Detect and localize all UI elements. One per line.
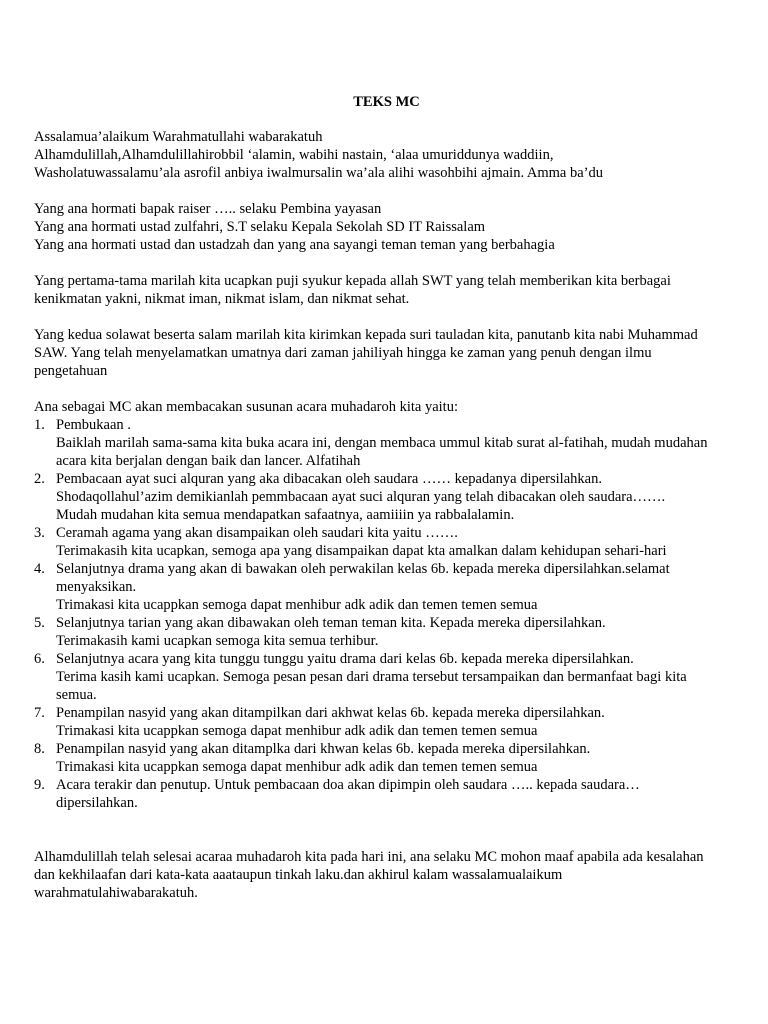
- agenda-item-number: 9.: [34, 777, 45, 793]
- opening-line: Alhamdulillah,Alhamdulillahirobbil ‘alamin, wabihi nastain, ‘alaa umuriddunya waddiin,: [34, 147, 554, 163]
- closing-line: warahmatulahiwabarakatuh.: [34, 885, 198, 901]
- agenda-item-number: 5.: [34, 615, 45, 631]
- agenda-item-line: Ceramah agama yang akan disampaikan oleh saudari kita yaitu …….: [56, 525, 458, 541]
- agenda-item-line: Trimakasi kita ucappkan semoga dapat menhibur adk adik dan temen temen semua: [56, 759, 538, 775]
- agenda-intro-line: Ana sebagai MC akan membacakan susunan acara muhadaroh kita yaitu:: [34, 399, 458, 415]
- agenda-item-number: 7.: [34, 705, 45, 721]
- agenda-item-line: Penampilan nasyid yang akan ditamplka dari khwan kelas 6b. kepada mereka dipersilahkan.: [56, 741, 591, 757]
- greeting-line: Yang ana hormati ustad dan ustadzah dan yang ana sayangi teman teman yang berbahagia: [34, 237, 555, 253]
- agenda-list: [34, 416, 739, 812]
- paragraph-gap: [34, 254, 739, 272]
- paragraph-gap: [34, 182, 739, 200]
- agenda-item-number: 6.: [34, 651, 45, 667]
- agenda-item-line: Pembacaan ayat suci alquran yang aka dibacakan oleh saudara …… kepadanya dipersilahkan.: [56, 471, 602, 487]
- agenda-item-line: Shodaqollahul’azim demikianlah pemmbacaan ayat suci alquran yang telah dibacakan oleh saudara…….: [56, 489, 666, 505]
- agenda-item-line: Selanjutnya tarian yang akan dibawakan oleh teman teman kita. Kepada mereka dipersilahkan.: [56, 615, 606, 631]
- opening-paragraph: [34, 128, 739, 182]
- agenda-item-number: 3.: [34, 525, 45, 541]
- agenda-item-line: Acara terakir dan penutup. Untuk pembacaan doa akan dipimpin oleh saudara ….. kepada saudara…: [56, 777, 640, 793]
- paragraph-line: SAW. Yang telah menyelamatkan umatnya dari zaman jahiliyah hingga ke zaman yang penuh dengan ilmu: [34, 345, 652, 361]
- agenda-item-line: Baiklah marilah sama-sama kita buka acara ini, dengan membaca ummul kitab surat al-fatihah, mudah mudahan: [56, 435, 708, 451]
- paragraph-gap: [34, 308, 739, 326]
- agenda-item-line: acara kita berjalan dengan baik dan lancer. Alfatihah: [56, 453, 361, 469]
- agenda-item-line: semua.: [56, 687, 97, 703]
- paragraph-gap: [34, 380, 739, 398]
- closing-paragraph: [34, 848, 739, 902]
- agenda-item-line: Mudah mudahan kita semua mendapatkan safaatnya, aamiiiin ya rabbalalamin.: [56, 507, 515, 523]
- agenda-item-line: Pembukaan .: [56, 417, 131, 433]
- greeting-line: Yang ana hormati bapak raiser ….. selaku Pembina yayasan: [34, 201, 382, 217]
- closing-line: Alhamdulillah telah selesai acaraa muhadaroh kita pada hari ini, ana selaku MC mohon maaf apabila ada kesalahan: [34, 849, 704, 865]
- first-paragraph: [34, 272, 739, 308]
- greeting-line: Yang ana hormati ustad zulfahri, S.T selaku Kepala Sekolah SD IT Raissalam: [34, 219, 486, 235]
- opening-line: Washolatuwassalamu’ala asrofil anbiya iwalmursalin wa’ala alihi wasohbihi ajmain. Amma ba’du: [34, 165, 603, 181]
- closing-line: dan kekhilaafan dari kata-kata aaataupun tinkah laku.dan akhirul kalam wassalamualaikum: [34, 867, 563, 883]
- paragraph-line: kenikmatan yakni, nikmat iman, nikmat islam, dan nikmat sehat.: [34, 291, 410, 307]
- greetings-paragraph: [34, 200, 739, 254]
- second-paragraph: [34, 326, 739, 380]
- agenda-item: [34, 614, 739, 650]
- agenda-item-line: Terimakasih kami ucapkan semoga kita semua terhibur.: [56, 633, 379, 649]
- agenda-item-line: Trimakasi kita ucappkan semoga dapat menhibur adk adik dan temen temen semua: [56, 597, 538, 613]
- agenda-item-line: Selanjutnya drama yang akan di bawakan oleh perwakilan kelas 6b. kepada mereka dipersilahkan.selamat: [56, 561, 670, 577]
- agenda-item: [34, 524, 739, 560]
- paragraph-line: pengetahuan: [34, 363, 108, 379]
- agenda-item: [34, 704, 739, 740]
- agenda-item-line: Terimakasih kita ucapkan, semoga apa yang disampaikan dapat kta amalkan dalam kehidupan sehari-hari: [56, 543, 667, 559]
- agenda-item-line: dipersilahkan.: [56, 795, 138, 811]
- agenda-item-line: Terima kasih kami ucapkan. Semoga pesan pesan dari drama tersebut tersampaikan dan bermanfaat bagi kita: [56, 669, 687, 685]
- agenda-item-line: Selanjutnya acara yang kita tunggu tunggu yaitu drama dari kelas 6b. kepada mereka dipersilahkan.: [56, 651, 634, 667]
- agenda-item-number: 4.: [34, 561, 45, 577]
- agenda-item-line: Trimakasi kita ucappkan semoga dapat menhibur adk adik dan temen temen semua: [56, 723, 538, 739]
- agenda-item: [34, 470, 739, 524]
- agenda-item-line: menyaksikan.: [56, 579, 137, 595]
- agenda-item: [34, 560, 739, 614]
- document-title: TEKS MC: [353, 94, 420, 110]
- paragraph-line: Yang kedua solawat beserta salam marilah kita kirimkan kepada suri tauladan kita, panutanb kita nabi Muhammad: [34, 327, 698, 343]
- agenda-item-number: 2.: [34, 471, 45, 487]
- agenda-item-number: 1.: [34, 417, 45, 433]
- agenda-intro: [34, 398, 739, 416]
- agenda-item: [34, 776, 739, 812]
- paragraph-line: Yang pertama-tama marilah kita ucapkan puji syukur kepada allah SWT yang telah memberikan kita berbagai: [34, 273, 671, 289]
- agenda-item: [34, 416, 739, 470]
- document-page: [34, 93, 739, 902]
- opening-line: Assalamua’alaikum Warahmatullahi wabarakatuh: [34, 129, 323, 145]
- agenda-item: [34, 650, 739, 704]
- agenda-item-number: 8.: [34, 741, 45, 757]
- agenda-item-line: Penampilan nasyid yang akan ditampilkan dari akhwat kelas 6b. kepada mereka dipersilahkan.: [56, 705, 605, 721]
- agenda-item: [34, 740, 739, 776]
